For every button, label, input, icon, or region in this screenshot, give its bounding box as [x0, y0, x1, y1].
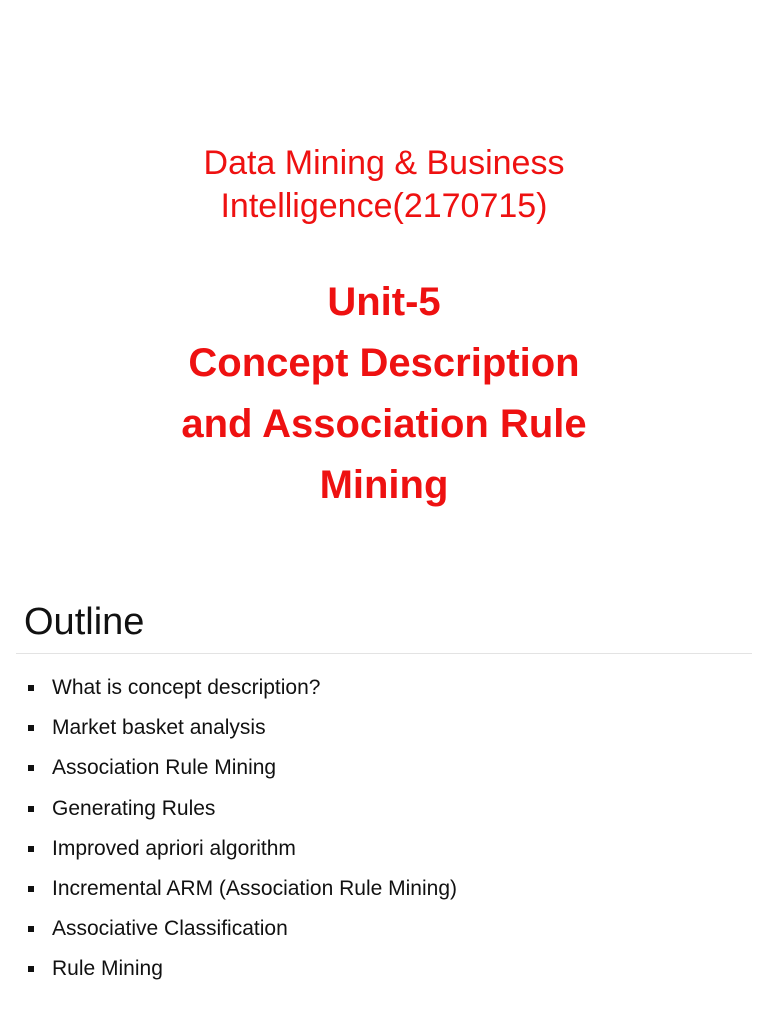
square-bullet-icon: [28, 685, 34, 691]
square-bullet-icon: [28, 926, 34, 932]
square-bullet-icon: [28, 886, 34, 892]
unit-title-line-3: Mining: [319, 463, 449, 507]
square-bullet-icon: [28, 806, 34, 812]
list-item: [22, 668, 457, 708]
list-item: [22, 708, 457, 748]
list-item-text: Market basket analysis: [52, 716, 266, 740]
unit-title-line-2: and Association Rule: [181, 402, 587, 446]
list-item-text: Generating Rules: [52, 796, 216, 820]
list-item-text: Associative Classification: [52, 917, 288, 941]
course-title: [84, 142, 684, 228]
list-item: [22, 829, 457, 869]
unit-number: Unit-5: [327, 280, 441, 324]
unit-title: [84, 272, 684, 516]
list-item: [22, 869, 457, 909]
list-item: [22, 949, 457, 989]
list-item-text: Rule Mining: [52, 957, 163, 981]
list-item: [22, 748, 457, 788]
outline-heading: Outline: [24, 601, 145, 643]
unit-title-line-1: Concept Description: [188, 341, 580, 385]
list-item-text: Association Rule Mining: [52, 756, 277, 780]
outline-divider: [16, 653, 752, 654]
square-bullet-icon: [28, 765, 34, 771]
square-bullet-icon: [28, 966, 34, 972]
square-bullet-icon: [28, 725, 34, 731]
list-item-text: Incremental ARM (Association Rule Mining): [52, 877, 457, 901]
outline-list: [22, 668, 457, 990]
square-bullet-icon: [28, 846, 34, 852]
list-item-text: What is concept description?: [52, 676, 321, 700]
list-item-text: Improved apriori algorithm: [52, 836, 296, 860]
list-item: [22, 909, 457, 949]
course-title-line-2: Intelligence(2170715): [220, 187, 548, 225]
list-item: [22, 789, 457, 829]
course-title-line-1: Data Mining & Business: [203, 144, 565, 182]
